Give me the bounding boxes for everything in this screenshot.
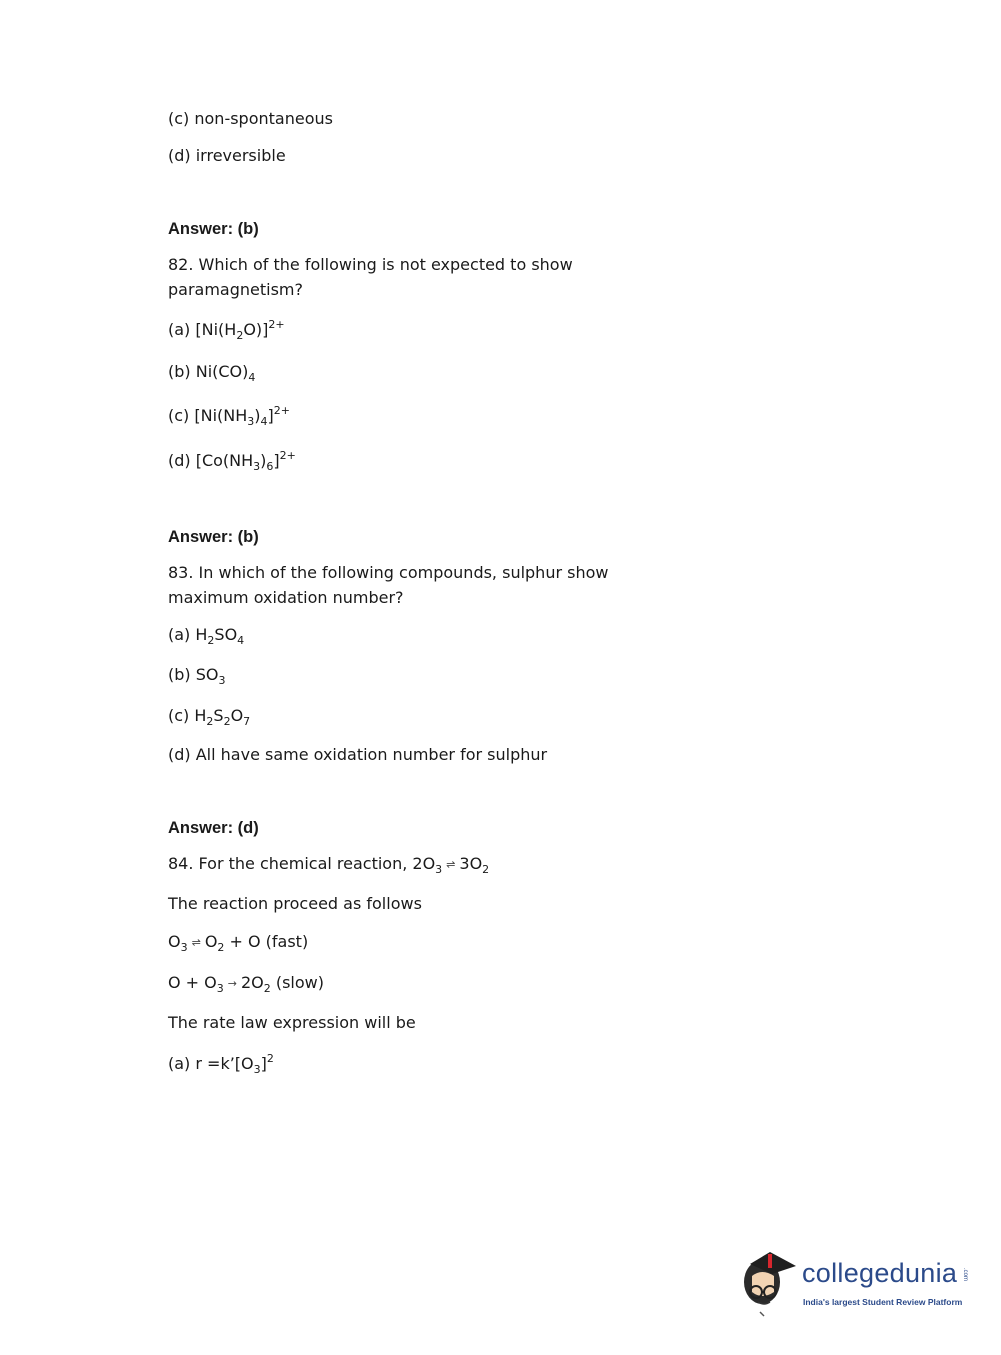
question-84-line2: The reaction proceed as follows [168, 894, 422, 913]
logo-tagline: India's largest Student Review Platform [803, 1297, 963, 1307]
answer-81: Answer: (b) [168, 220, 259, 238]
question-82-line2: paramagnetism? [168, 280, 304, 299]
answer-82: Answer: (b) [168, 528, 259, 546]
reaction-step-slow: $O + O_3 \to 2O_2$ (slow) [168, 973, 324, 995]
mascot-icon [740, 1246, 802, 1318]
collegedunia-logo [740, 1246, 970, 1318]
answer-83: Answer: (d) [168, 819, 259, 837]
option-84-a: (a) $r =k’[O_3]^2$ [168, 1052, 274, 1076]
reaction-step-fast: $O_3$ ⇌ $O_2 + O$ (fast) [168, 932, 309, 954]
right-arrow: → [227, 977, 237, 990]
option-82-c: (c) $[Ni(NH_3)_4]^{2+}$ [168, 404, 290, 428]
option-82-a: (a) $[Ni(H_2O)]^{2+}$ [168, 318, 285, 342]
logo-domain: .com [962, 1268, 968, 1282]
option-82-b: (b) $Ni(CO)_4$ [168, 362, 256, 384]
option-83-c: (c) $H_2S_2O_7$ [168, 706, 251, 728]
question-82-line1: 82. Which of the following is not expected to show [168, 255, 573, 274]
equilibrium-arrow: ⇌ [446, 858, 456, 871]
option-83-d: (d) All have same oxidation number for sulphur [168, 745, 548, 764]
question-84-line1: 84. For the chemical reaction, $2O_3$ ⇌ $3O_2$ [168, 854, 490, 876]
equilibrium-arrow: ⇌ [191, 936, 201, 949]
option-82-d: (d) $[Co(NH_3)_6]^{2+}$ [168, 449, 296, 473]
option-83-a: (a) $H_2SO_4$ [168, 625, 245, 647]
question-83-line2: maximum oxidation number? [168, 588, 404, 607]
option-81-d: (d) irreversible [168, 146, 286, 165]
question-83-line1: 83. In which of the following compounds, sulphur show [168, 563, 609, 582]
option-81-c: (c) non-spontaneous [168, 109, 333, 128]
option-83-b: (b) $SO_3$ [168, 665, 226, 687]
logo-wordmark: collegedunia [802, 1258, 958, 1288]
question-84-line5: The rate law expression will be [168, 1013, 416, 1032]
